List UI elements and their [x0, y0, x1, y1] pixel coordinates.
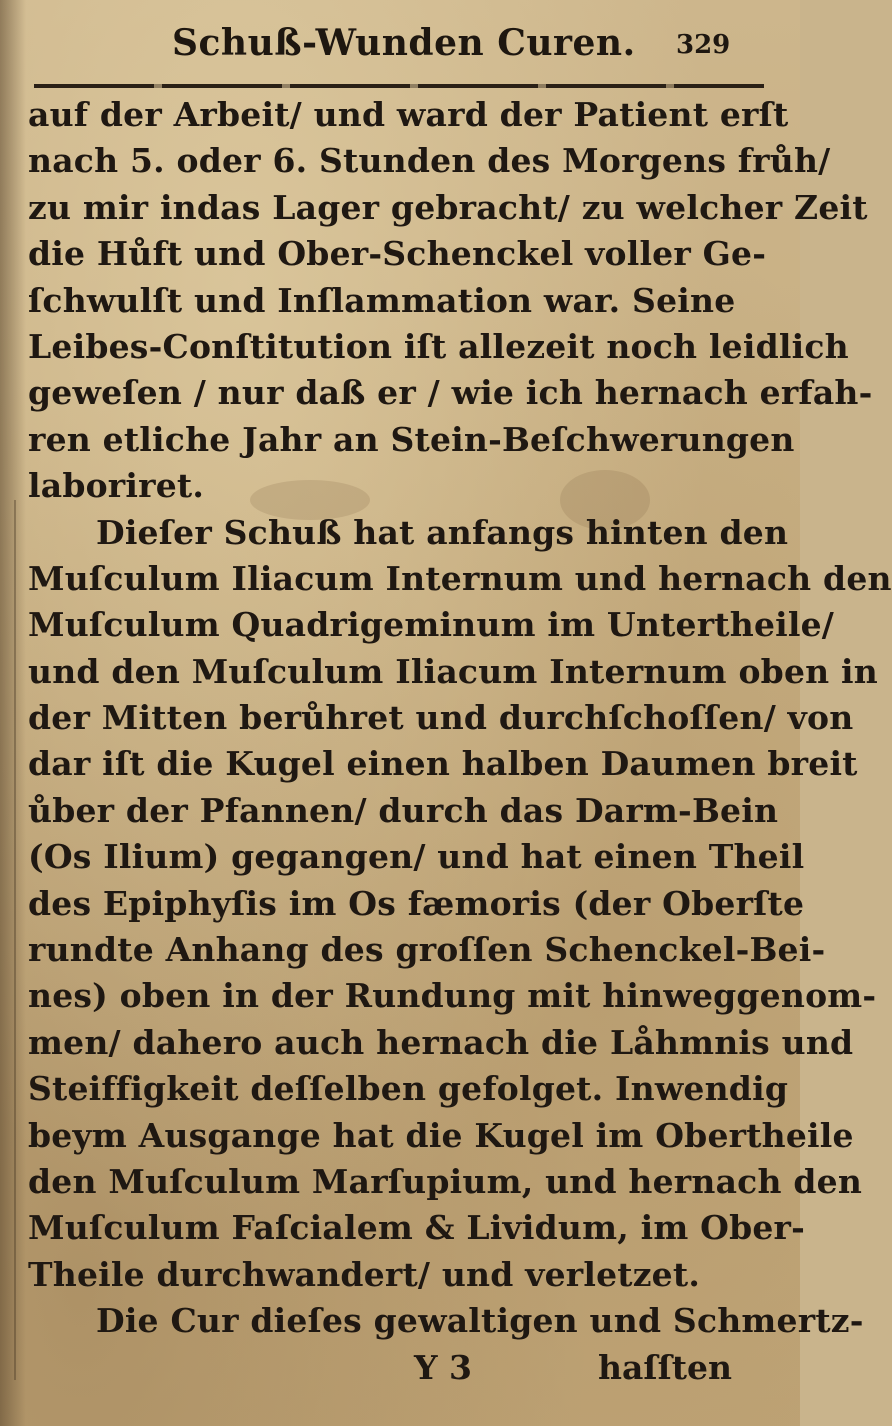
- text-line: zu mir indas Lager gebracht/ zu welcher Zeit: [28, 187, 868, 227]
- paragraph-start-line: Die Cur dieſes gewaltigen und Schmertz-: [96, 1301, 864, 1341]
- text-block: [28, 92, 892, 1391]
- text-line: nes) oben in der Rundung mit hinweggenom-: [28, 976, 877, 1016]
- text-line: Muſculum Iliacum Internum und hernach den: [28, 558, 892, 598]
- text-line: rundte Anhang des groſſen Schenckel-Bei-: [28, 930, 826, 970]
- margin-rule: [14, 500, 16, 1380]
- text-line: Theile durchwandert/ und verletzet.: [28, 1254, 701, 1294]
- paragraph-start-line: Dieſer Schuß hat anfangs hinten den: [96, 512, 789, 552]
- page-number: 329: [676, 30, 731, 60]
- text-line: nach 5. oder 6. Stunden des Morgens frůh/: [28, 141, 831, 181]
- page-header: [0, 22, 800, 72]
- page-gutter-shadow: [0, 0, 26, 1426]
- text-line: ren etliche Jahr an Stein-Beſchwerungen: [28, 419, 795, 459]
- text-line: ſchwulſt und Inſlammation war. Seine: [28, 280, 736, 320]
- text-line: und den Muſculum Iliacum Internum oben in: [28, 651, 878, 691]
- text-line: ůber der Pfannen/ durch das Darm-Bein: [28, 790, 779, 830]
- running-head: Schuß-Wunden Curen.: [172, 22, 636, 64]
- text-line: beym Ausgange hat die Kugel im Obertheile: [28, 1115, 854, 1155]
- text-line: Leibes-Conſtitution iſt allezeit noch leidlich: [28, 326, 849, 366]
- text-line: Muſculum Quadrigeminum im Untertheile/: [28, 605, 835, 645]
- text-line: dar iſt die Kugel einen halben Daumen breit: [28, 744, 858, 784]
- page-footer: [28, 1345, 768, 1391]
- text-line: laboriret.: [28, 466, 205, 506]
- text-line: Steiffigkeit deſſelben gefolget. Inwendig: [28, 1069, 789, 1109]
- header-rule: [34, 84, 764, 88]
- text-line: Muſculum Faſcialem & Lividum, im Ober-: [28, 1208, 806, 1248]
- text-line: men/ dahero auch hernach die Låhmnis und: [28, 1022, 854, 1062]
- text-line: (Os Ilium) gegangen/ und hat einen Theil: [28, 837, 805, 877]
- text-line: den Muſculum Marſupium, und hernach den: [28, 1161, 863, 1201]
- text-line: des Epiphyſis im Os fæmoris (der Oberſte: [28, 883, 805, 923]
- text-line: der Mitten berůhret und durchſchoſſen/ von: [28, 698, 854, 738]
- catchword: haſſten: [598, 1347, 732, 1387]
- text-line: die Hůft und Ober-Schenckel voller Ge-: [28, 234, 767, 274]
- signature-mark: Y 3: [414, 1347, 473, 1387]
- text-line: auf der Arbeit/ und ward der Patient erſt: [28, 95, 789, 134]
- text-line: geweſen / nur daß er / wie ich hernach erfah-: [28, 373, 873, 413]
